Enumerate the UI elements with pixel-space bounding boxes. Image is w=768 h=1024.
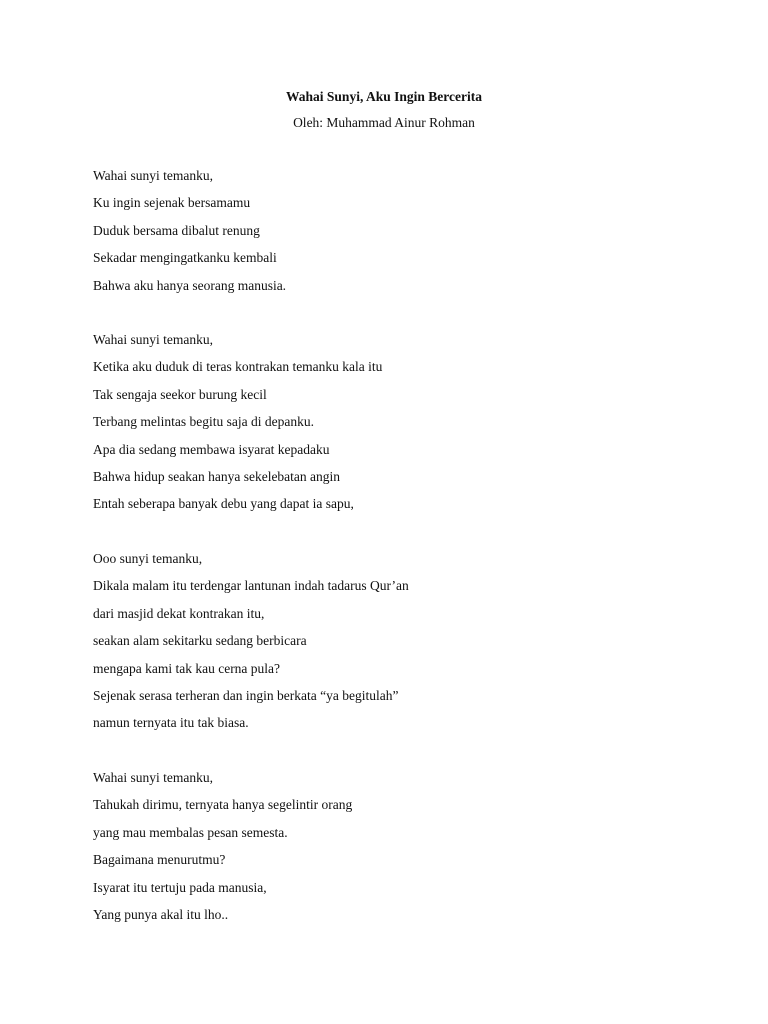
- poem-line: Yang punya akal itu lho..: [93, 906, 229, 922]
- poem-line: Duduk bersama dibalut renung: [93, 222, 260, 238]
- poem-line: Wahai sunyi temanku,: [93, 168, 214, 183]
- stanza-1: [93, 167, 713, 304]
- poem-line: Apa dia sedang membawa isyarat kepadaku: [93, 441, 330, 457]
- stanza-3: [93, 550, 713, 742]
- stanza-2: [93, 331, 713, 523]
- poem-author: Oleh: Muhammad Ainur Rohman: [293, 115, 475, 130]
- poem-line: yang mau membalas pesan semesta.: [93, 824, 288, 840]
- poem-line: Sejenak serasa terheran dan ingin berkata “ya begitulah”: [93, 687, 399, 703]
- poem-line: namun ternyata itu tak biasa.: [93, 715, 249, 731]
- poem-line: Isyarat itu tertuju pada manusia,: [93, 879, 267, 895]
- poem-line: Bagaimana menurutmu?: [93, 852, 226, 868]
- stanza-4: [93, 769, 713, 933]
- poem-line: Wahai sunyi temanku,: [93, 332, 214, 347]
- poem-line: Bahwa hidup seakan hanya sekelebatan angin: [93, 468, 341, 484]
- poem-line: Sekadar mengingatkanku kembali: [93, 250, 277, 266]
- poem-line: Ooo sunyi temanku,: [93, 551, 203, 566]
- poem-line: dari masjid dekat kontrakan itu,: [93, 605, 265, 621]
- poem-line: Ku ingin sejenak bersamamu: [93, 195, 251, 211]
- poem-line: Terbang melintas begitu saja di depanku.: [93, 414, 314, 430]
- poem-title: Wahai Sunyi, Aku Ingin Bercerita: [286, 89, 482, 104]
- poem-line: Dikala malam itu terdengar lantunan indah tadarus Qur’an: [93, 578, 409, 594]
- poem-line: Bahwa aku hanya seorang manusia.: [93, 277, 287, 293]
- poem-line: mengapa kami tak kau cerna pula?: [93, 660, 281, 676]
- poem-line: Tak sengaja seekor burung kecil: [93, 386, 267, 402]
- poem-line: Entah seberapa banyak debu yang dapat ia sapu,: [93, 496, 354, 512]
- poem-line: Tahukah dirimu, ternyata hanya segelintir orang: [93, 797, 353, 813]
- poem-line: Wahai sunyi temanku,: [93, 770, 214, 785]
- poem-line: Ketika aku duduk di teras kontrakan temanku kala itu: [93, 359, 383, 375]
- poem-line: seakan alam sekitarku sedang berbicara: [93, 633, 307, 649]
